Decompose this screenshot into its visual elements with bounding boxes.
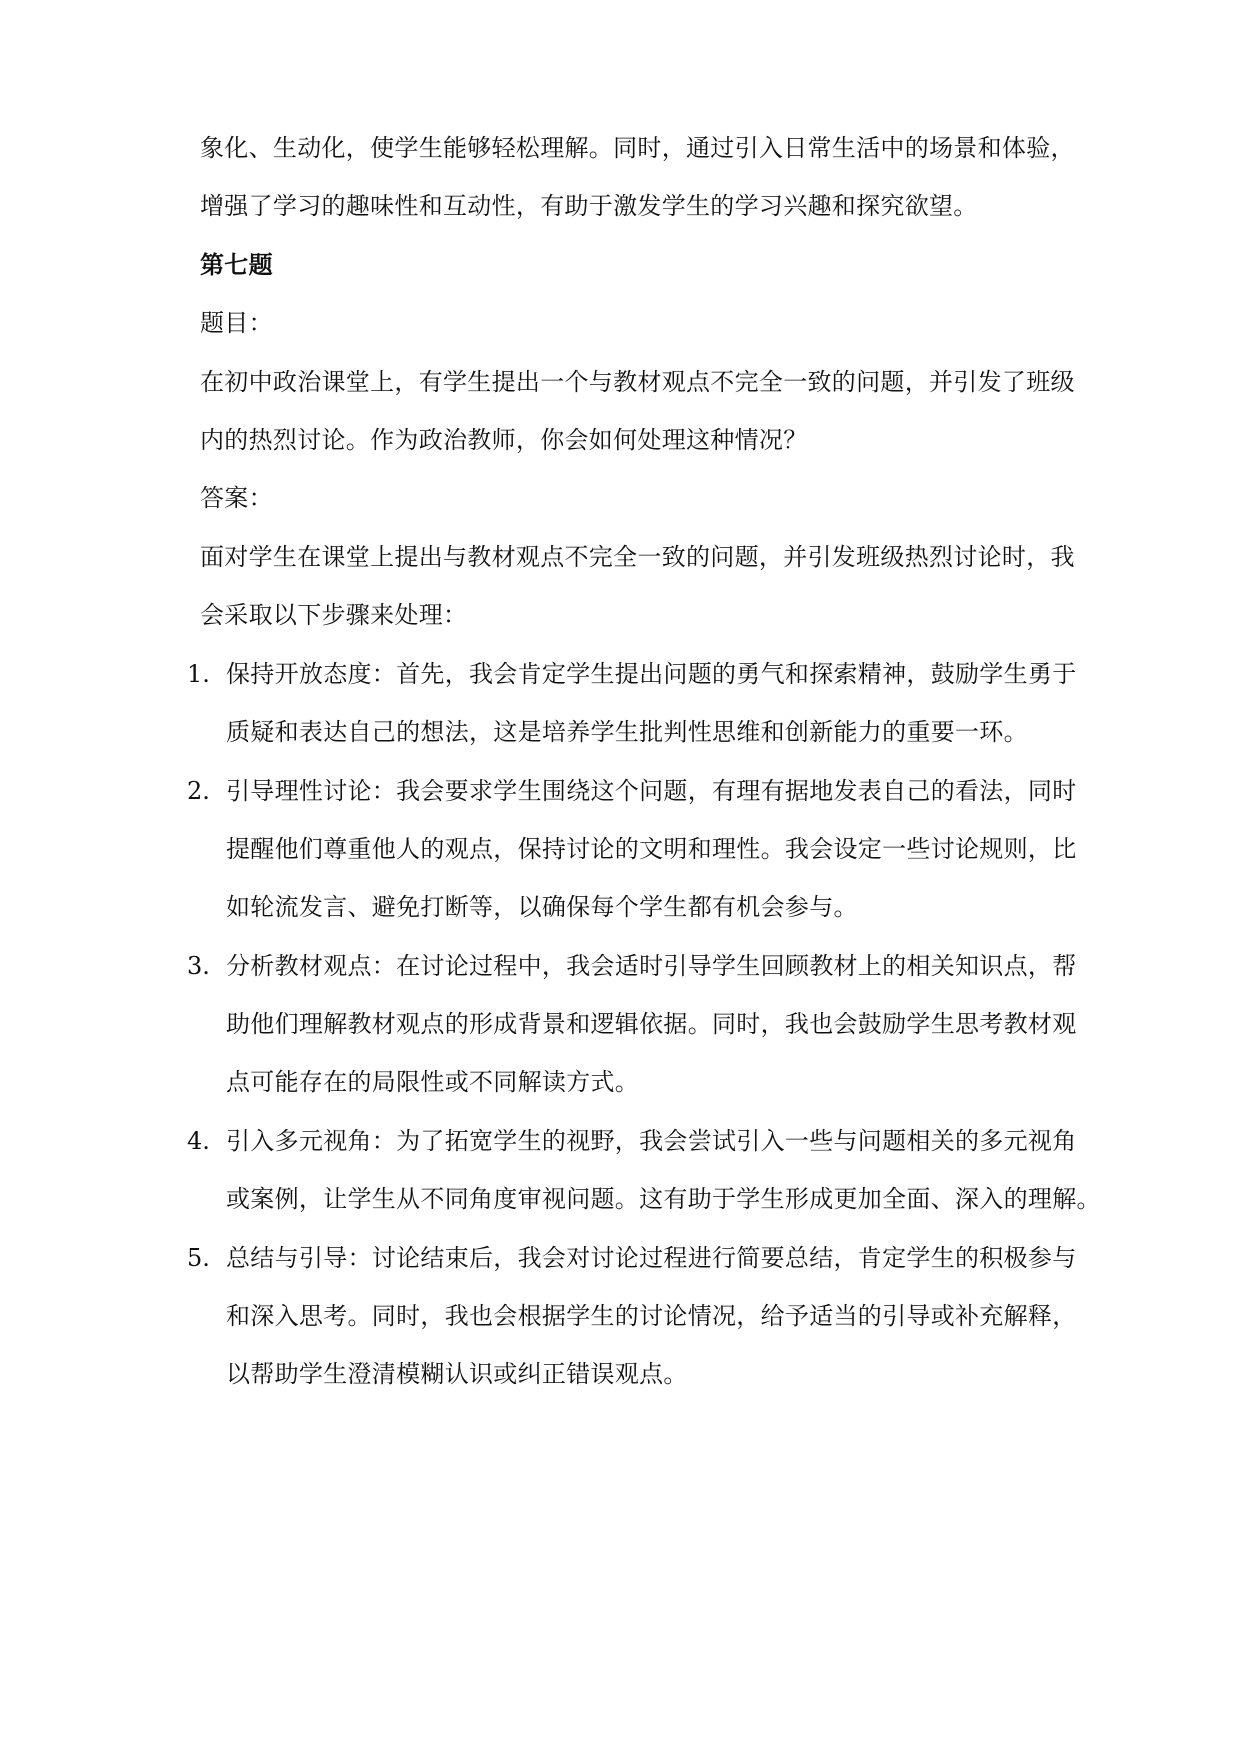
step-line: 提醒他们尊重他人的观点，保持讨论的文明和理性。我会设定一些讨论规则，比 [226, 835, 1077, 863]
step-line: 或案例，让学生从不同角度审视问题。这有助于学生形成更加全面、深入的理解。 [226, 1185, 1101, 1213]
step-line: 如轮流发言、避免打断等，以确保每个学生都有机会参与。 [226, 893, 858, 921]
step-number: 1. [187, 660, 210, 688]
intro-line-2: 增强了学习的趣味性和互动性，有助于激发学生的学习兴趣和探究欲望。 [200, 192, 978, 220]
step-line: 引入多元视角：为了拓宽学生的视野，我会尝试引入一些与问题相关的多元视角 [226, 1127, 1077, 1155]
step-number: 2. [187, 777, 210, 805]
intro-line-1: 象化、生动化，使学生能够轻松理解。同时，通过引入日常生活中的场景和体验， [200, 134, 1075, 162]
step-number: 4. [187, 1127, 210, 1155]
step-line: 保持开放态度：首先，我会肯定学生提出问题的勇气和探索精神，鼓励学生勇于 [226, 660, 1077, 688]
step-line: 助他们理解教材观点的形成背景和逻辑依据。同时，我也会鼓励学生思考教材观 [226, 1010, 1077, 1038]
answer-intro-line-1: 面对学生在课堂上提出与教材观点不完全一致的问题，并引发班级热烈讨论时，我 [200, 543, 1075, 571]
step-number: 5. [187, 1244, 210, 1272]
section-title: 第七题 [200, 250, 273, 279]
answer-label: 答案： [200, 484, 273, 512]
step-line: 引导理性讨论：我会要求学生围绕这个问题，有理有据地发表自己的看法，同时 [226, 777, 1077, 805]
step-line: 点可能存在的局限性或不同解读方式。 [226, 1068, 640, 1096]
step-line: 质疑和表达自己的想法，这是培养学生批判性思维和创新能力的重要一环。 [226, 718, 1028, 746]
step-line: 和深入思考。同时，我也会根据学生的讨论情况，给予适当的引导或补充解释， [226, 1302, 1077, 1330]
question-label: 题目： [200, 309, 273, 337]
question-line-2: 内的热烈讨论。作为政治教师，你会如何处理这种情况？ [200, 426, 808, 454]
step-line: 以帮助学生澄清模糊认识或纠正错误观点。 [226, 1360, 688, 1388]
step-line: 总结与引导：讨论结束后，我会对讨论过程进行简要总结，肯定学生的积极参与 [226, 1244, 1077, 1272]
step-line: 分析教材观点：在讨论过程中，我会适时引导学生回顾教材上的相关知识点，帮 [226, 952, 1077, 980]
answer-intro-line-2: 会采取以下步骤来处理： [200, 601, 468, 629]
step-number: 3. [187, 952, 210, 980]
question-line-1: 在初中政治课堂上，有学生提出一个与教材观点不完全一致的问题，并引发了班级 [200, 368, 1075, 396]
